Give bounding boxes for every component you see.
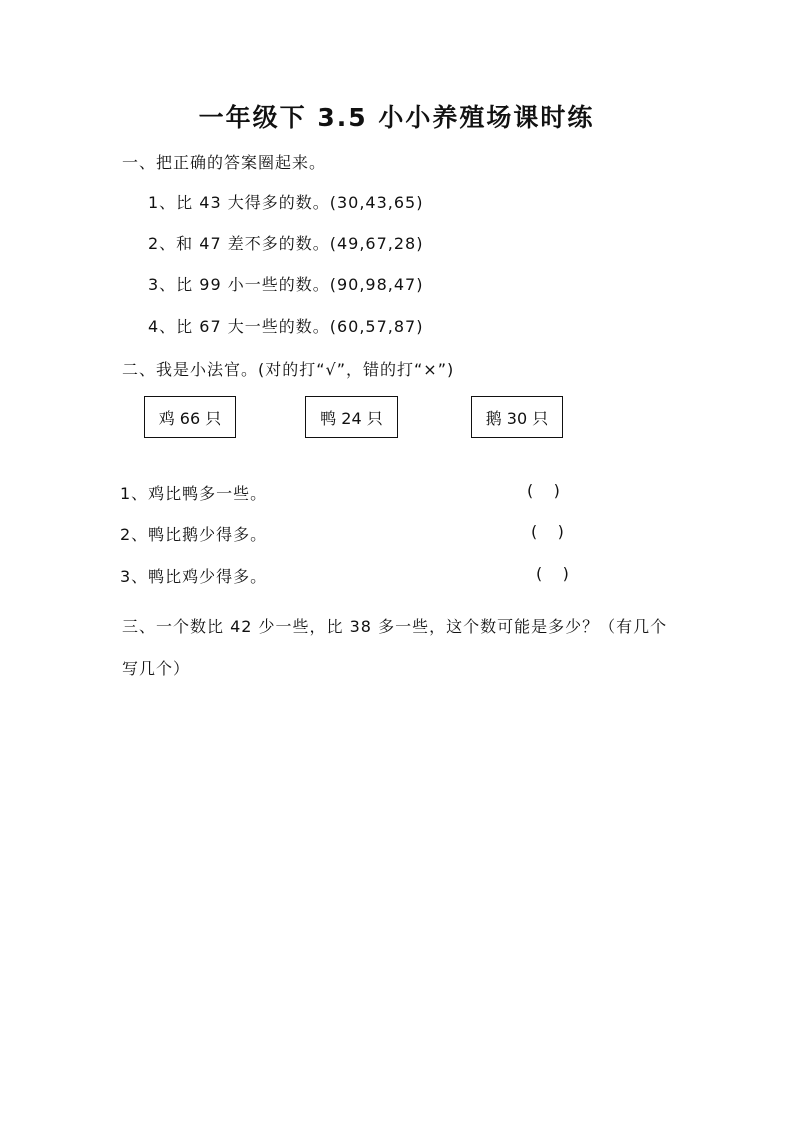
page-title: 一年级下 3.5 小小养殖场课时练 (198, 103, 595, 132)
section3-question: 三、一个数比 42 少一些，比 38 多一些，这个数可能是多少？（有几个写几个） (122, 617, 668, 678)
section1-question: 4、比 67 大一些的数。(60,57,87) (148, 317, 424, 336)
section1-heading: 一、把正确的答案圈起来。 (122, 153, 327, 172)
judgement-statement: 2、鸭比鹅少得多。 (120, 525, 268, 544)
goose-count-box: 鹅 30 只 (471, 396, 563, 438)
section1-question: 1、比 43 大得多的数。(30,43,65) (148, 193, 424, 212)
section1-question: 3、比 99 小一些的数。(90,98,47) (148, 275, 424, 294)
answer-blank[interactable]: ( ) (527, 481, 560, 500)
chicken-count-box: 鸡 66 只 (144, 396, 236, 438)
answer-blank[interactable]: ( ) (536, 564, 569, 583)
judgement-statement: 1、鸡比鸭多一些。 (120, 484, 268, 503)
section2-heading: 二、我是小法官。(对的打“√”，错的打“×”) (122, 360, 455, 379)
duck-count-box: 鸭 24 只 (305, 396, 398, 438)
judgement-statement: 3、鸭比鸡少得多。 (120, 567, 268, 586)
answer-blank[interactable]: ( ) (531, 522, 564, 541)
section1-question: 2、和 47 差不多的数。(49,67,28) (148, 234, 424, 253)
